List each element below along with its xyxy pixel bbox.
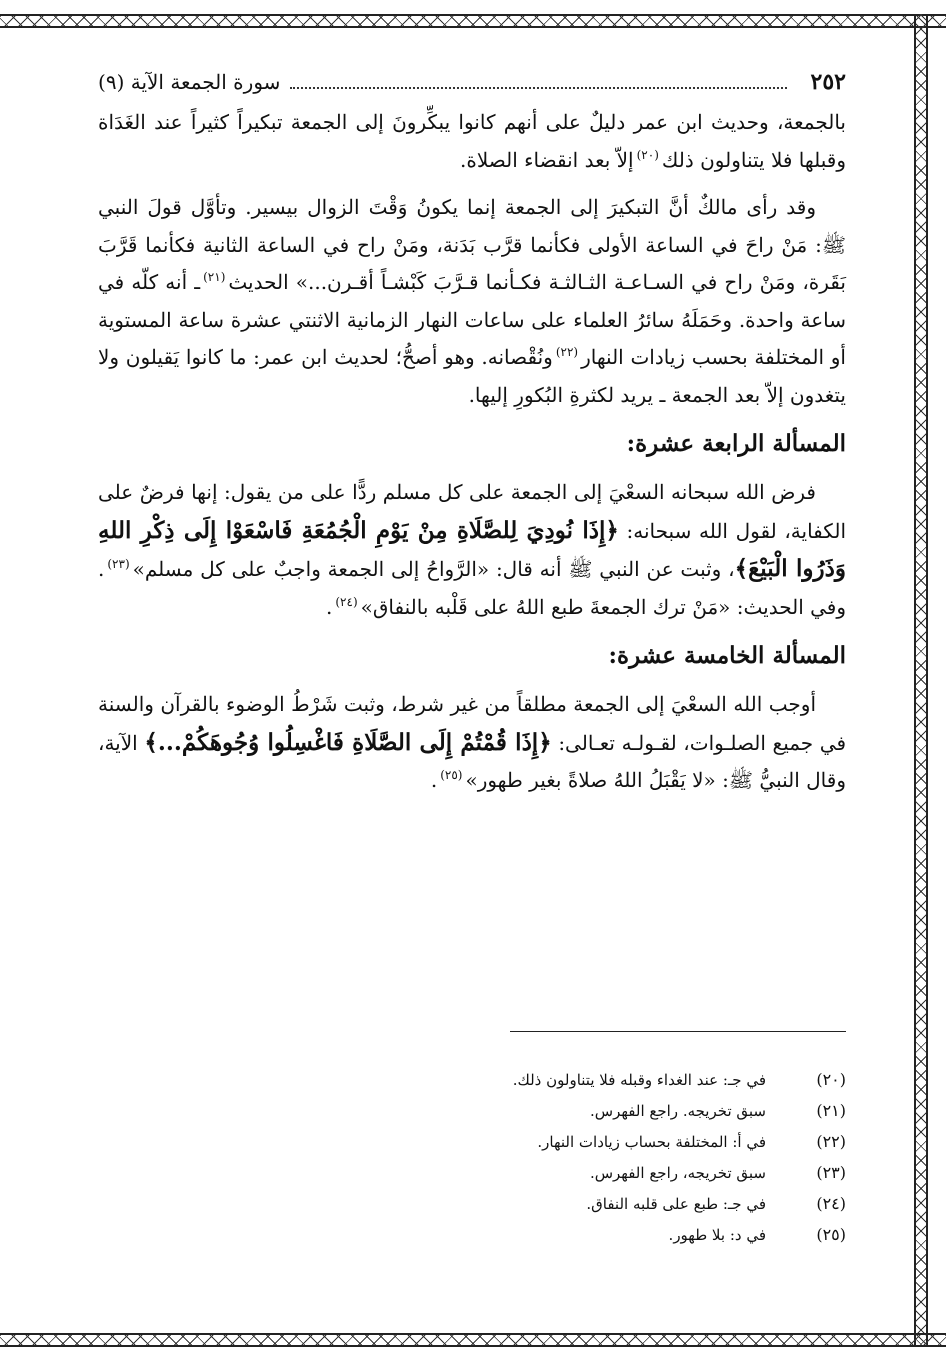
section-14-heading: المسألة الرابعة عشرة:: [626, 430, 846, 457]
paragraph-1-text-a: بالجمعة، وحديث ابن عمر دليلٌ على أنهم كانوا يبكِّرونَ إلى الجمعة تبكيراً كثيراً عند الغَدَاة وقبلها فلا يتناولون ذلك: [98, 110, 846, 172]
section-15-paragraph: [98, 686, 846, 800]
footnote-ref-21: (٢١): [203, 270, 226, 285]
section-15-text-2: الآية، وقال النبيُّ ﷺ: «لا يَقْبَلُ اللهُ صلاةً بغير طهور»: [98, 730, 846, 792]
page-body: [98, 60, 846, 800]
paragraph-2-text-a: وقد رأى مالكٌ أنَّ التبكيرَ إلى الجمعة إنما يكونُ وَقْتَ الزوال بيسير. وتأوَّل قولَ النبي ﷺ: مَنْ راحَ في الساعة الأولى فكأنما قرَّب بَدَنة، ومَنْ راح في الساعة الثانية فكأنما قَرَّبَ بَقَرة، ومَنْ راح في السـاعـة الثـالثـة فكـأنما قـرَّبَ كَبْشـاً أقـرن...» الحديث: [98, 195, 846, 294]
page-number: ٢٥٢: [810, 69, 846, 95]
footnote-ref-23: (٢٣): [107, 557, 130, 572]
footnote-number: (٢٠): [816, 1070, 846, 1089]
footnote-24: [98, 1188, 846, 1219]
paragraph-1: [98, 104, 846, 179]
section-14-text-2: ، وثبت عن النبي ﷺ أنه قال: «الرَّواحُ إلى الجمعة واجبٌ على كل مسلم»: [132, 557, 735, 581]
footnote-21: [98, 1095, 846, 1126]
paragraph-2-text-b: ـ أنه كلّه في ساعة واحدة. وحَمَلَهُ سائرُ العلماء على ساعات النهار الزمانية الاثنتي عشرة ساعة المستوية أو المختلفة بحسب زيادات النهار: [98, 270, 846, 369]
footnote-ref-25: (٢٥): [440, 768, 463, 783]
header-leader-dots: [290, 87, 786, 89]
paragraph-2: [98, 189, 846, 414]
footnote-number: (٢٥): [816, 1225, 846, 1244]
ornamental-border-bottom: [0, 1333, 946, 1347]
paragraph-1-text-b: إلاّ بعد انقضاء الصلاة.: [460, 147, 634, 172]
footnote-number: (٢٢): [816, 1132, 846, 1151]
footnote-20: [98, 1064, 846, 1095]
section-14-text-4: .: [326, 594, 333, 619]
footnote-text: في جـ: عند الغداء وقبله فلا يتناولون ذلك.: [512, 1070, 766, 1089]
quran-verse-1: ﴿إِذَا نُودِيَ لِلصَّلَاةِ مِنْ يَوْمِ الْجُمُعَةِ فَاسْعَوْا إِلَى ذِكْرِ اللهِ وَذَرُوا الْبَيْعَ﴾: [98, 516, 846, 582]
footnote-text: سبق تخريجه. راجع الفهرس.: [590, 1101, 766, 1120]
section-15-text-1: أوجب الله السعْيَ إلى الجمعة مطلقاً من غير شرط، وثبت شَرْطُ الوضوء بالقرآن والسنة في جميع الصلـوات، لقـولـه تعـالى:: [98, 692, 847, 755]
paragraph-2-text-c: ونُقْصانه. وهو أصحُّ؛ لحديث ابن عمر: ما كانوا يَقيلون ولا يتغدون إلاّ بعد الجمعة ـ يريد لكثرةِ البُكورِ إليها.: [98, 345, 846, 407]
footnote-number: (٢٤): [816, 1194, 846, 1213]
running-header: [98, 60, 846, 104]
footnote-separator: [510, 1031, 846, 1032]
ornamental-border-top: [0, 14, 946, 28]
footnotes: [98, 1064, 846, 1250]
footnote-23: [98, 1157, 846, 1188]
footnote-number: (٢٣): [816, 1163, 846, 1182]
section-14-text-3: . وفي الحديث: «مَنْ ترك الجمعةَ طبع اللهُ على قَلْبه بالنفاق»: [98, 557, 846, 619]
footnote-ref-20: (٢٠): [636, 147, 659, 162]
footnote-text: سبق تخريجه، راجع الفهرس.: [589, 1163, 766, 1182]
section-15-text-3: .: [430, 768, 438, 792]
footnote-text: في أ: المختلفة بحساب زيادات النهار.: [537, 1132, 766, 1151]
footnote-text: في جـ: طبع على قلبه النفاق.: [586, 1194, 766, 1213]
footnote-number: (٢١): [816, 1101, 846, 1120]
footnote-ref-24: (٢٤): [335, 594, 358, 609]
footnote-text: في د: بلا طهور.: [668, 1225, 766, 1244]
quran-verse-2: ﴿إِذَا قُمْتُمْ إِلَى الصَّلَاةِ فَاغْسِلُوا وُجُوهَكُمْ...﴾: [144, 728, 552, 756]
ornamental-border-right: [914, 14, 928, 1347]
section-15-heading: المسألة الخامسة عشرة:: [608, 642, 846, 669]
footnote-25: [98, 1219, 846, 1250]
running-title: سورة الجمعة الآية (٩): [98, 70, 281, 94]
footnote-ref-22: (٢٢): [555, 345, 579, 360]
section-14-paragraph: [98, 474, 846, 626]
footnote-22: [98, 1126, 846, 1157]
section-14-text-1: فرض الله سبحانه السعْيَ إلى الجمعة على كل مسلم ردًّا على من يقول: إنها فرضٌ على الكفاية، لقول الله سبحانه:: [98, 480, 846, 543]
